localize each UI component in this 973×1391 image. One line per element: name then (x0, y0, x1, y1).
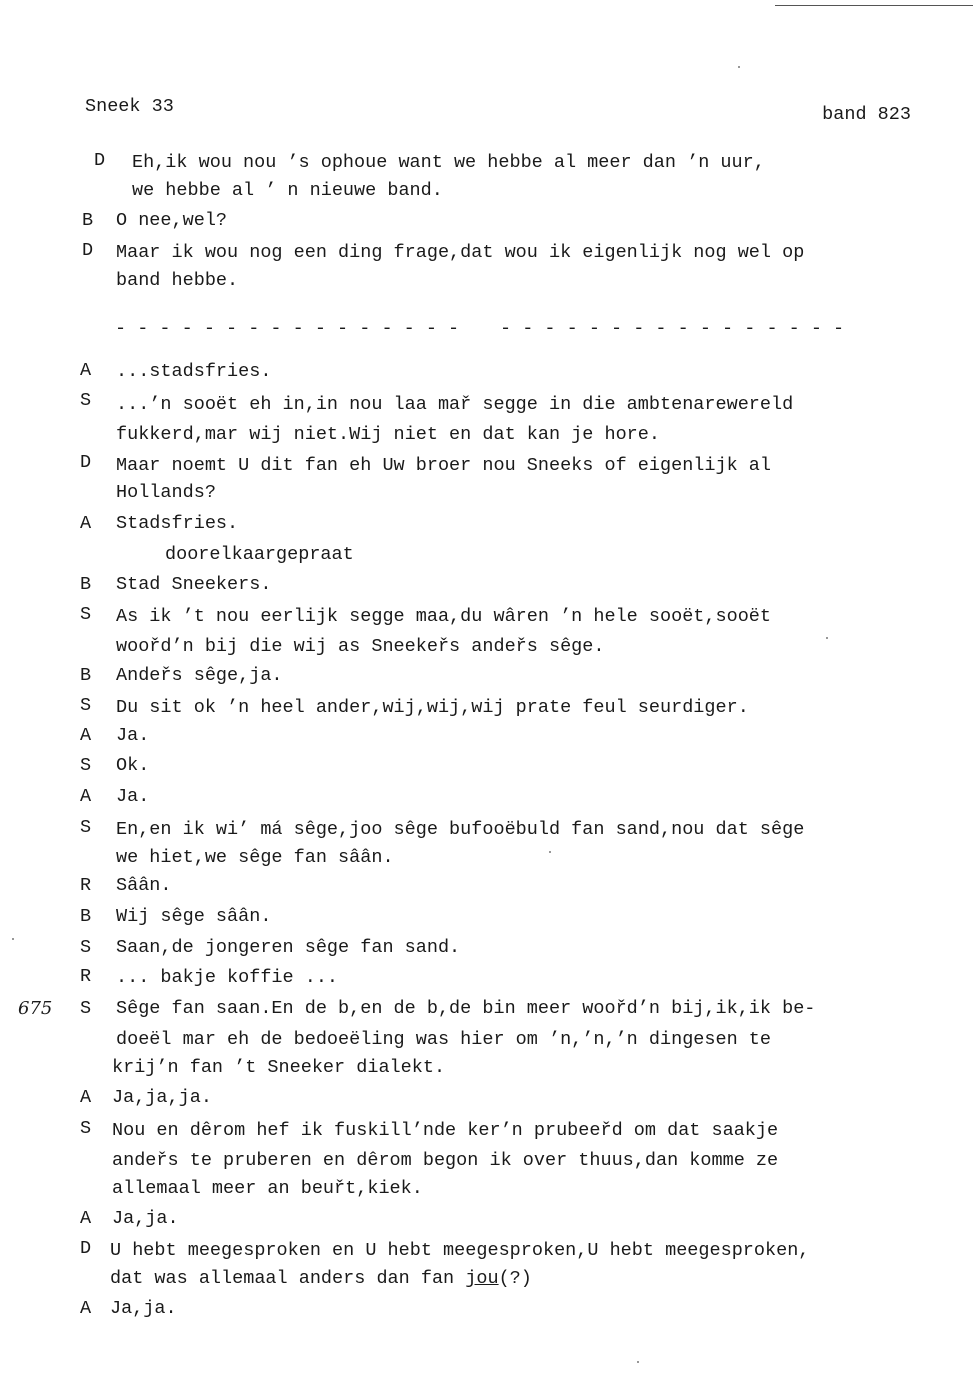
speaker-label: D (80, 452, 92, 473)
transcript-line: Maar noemt U dit fan eh Uw broer nou Sneeks of eigenlijk al (116, 455, 772, 476)
header-title: Sneek 33 (85, 96, 174, 117)
speaker-label: A (80, 725, 92, 746)
speaker-label: S (80, 1118, 92, 1139)
speaker-label: A (80, 786, 92, 807)
speaker-label: A (80, 513, 92, 534)
top-rule-line (775, 5, 973, 6)
speaker-label: R (80, 875, 92, 896)
speaker-label: D (82, 240, 94, 261)
transcript-line: U hebt meegesproken en U hebt meegesproken,U hebt meegesproken, (110, 1240, 810, 1261)
transcript-line: Maar ik wou nog een ding frage,dat wou ik eigenlijk nog wel op (116, 242, 805, 263)
transcript-line: Wij sêge sâân. (116, 906, 272, 927)
transcript-line: allemaal meer an beuřt,kiek. (112, 1178, 423, 1199)
transcript-line: we hebbe al ’ n nieuwe band. (132, 180, 443, 201)
speaker-label: S (80, 604, 92, 625)
margin-handwritten-note: 675 (18, 998, 53, 1019)
transcript-line: doeël mar eh de bedoeëling was hier om ’n,’n,’n dingesen te (116, 1029, 772, 1050)
speaker-label: A (80, 360, 92, 381)
transcript-line: ...stadsfries. (116, 361, 272, 382)
separator-dashes-right: - - - - - - - - - - - - - - - - (500, 318, 845, 339)
transcript-line: Ok. (116, 755, 150, 776)
header-band-number: band 823 (822, 104, 911, 125)
transcript-line: Stadsfries. (116, 513, 239, 534)
transcript-line: Saan,de jongeren sêge fan sand. (116, 937, 461, 958)
transcript-line: Andeřs sêge,ja. (116, 665, 283, 686)
transcript-line: Ja,ja. (110, 1298, 177, 1319)
transcript-line: andeřs te pruberen en dêrom begon ik over thuus,dan komme ze (112, 1150, 779, 1171)
speaker-label: S (80, 390, 92, 411)
transcript-line: ... bakje koffie ... (116, 967, 339, 988)
speaker-label: S (80, 755, 92, 776)
transcript-line: O nee,wel? (116, 210, 228, 231)
transcript-line: En,en ik wi’ má sêge,joo sêge bufooëbuld fan sand,nou dat sêge (116, 819, 805, 840)
transcript-line: we hiet,we sêge fan sâân. (116, 847, 394, 868)
transcript-line: Ja. (116, 786, 150, 807)
transcript-line: dat was allemaal anders dan fan jou(?) (110, 1268, 532, 1289)
transcript-line: Du sit ok ’n heel ander,wij,wij,wij prate feul seurdiger. (116, 697, 749, 718)
speaker-label: R (80, 966, 92, 987)
transcript-line: Sêge fan saan.En de b,en de b,de bin meer woořd’n bij,ik,ik be- (116, 998, 816, 1019)
transcript-line: As ik ’t nou eerlijk segge maa,du wâren ’n hele sooët,sooët (116, 606, 772, 627)
speaker-label: S (80, 998, 92, 1019)
transcript-annotation: doorelkaargepraat (165, 544, 354, 565)
transcript-line: Sâân. (116, 875, 172, 896)
transcript-line: ...’n sooët eh in,in nou laa mař segge in die ambtenarewereld (116, 394, 794, 415)
separator-dashes-left: - - - - - - - - - - - - - - - - (115, 318, 460, 339)
transcript-line: band hebbe. (116, 270, 239, 291)
transcript-line: Nou en dêrom hef ik fuskill’nde ker’n prubeeřd om dat saakje (112, 1120, 779, 1141)
speaker-label: B (80, 665, 92, 686)
transcript-line: krij’n fan ’t Sneeker dialekt. (112, 1057, 446, 1078)
scan-speck (549, 851, 551, 853)
speaker-label: B (80, 906, 92, 927)
transcript-line: Stad Sneekers. (116, 574, 272, 595)
scan-speck (738, 66, 740, 68)
scan-speck (637, 1361, 639, 1363)
speaker-label: D (94, 150, 106, 171)
speaker-label: S (80, 817, 92, 838)
speaker-label: A (80, 1087, 92, 1108)
speaker-label: S (80, 937, 92, 958)
scan-speck (826, 637, 828, 639)
speaker-label: A (80, 1208, 92, 1229)
transcript-line: Ja. (116, 725, 150, 746)
transcript-line: Ja,ja. (112, 1208, 179, 1229)
transcript-line: Eh,ik wou nou ’s ophoue want we hebbe al meer dan ’n uur, (132, 152, 765, 173)
transcript-line: Hollands? (116, 482, 216, 503)
speaker-label: D (80, 1238, 92, 1259)
transcript-line: Ja,ja,ja. (112, 1087, 212, 1108)
speaker-label: B (82, 210, 94, 231)
speaker-label: B (80, 574, 92, 595)
speaker-label: S (80, 695, 92, 716)
scan-speck (12, 938, 14, 940)
transcript-line: woořd’n bij die wij as Sneekeřs andeřs sêge. (116, 636, 605, 657)
speaker-label: A (80, 1298, 92, 1319)
transcript-line: fukkerd,mar wij niet.Wij niet en dat kan je hore. (116, 424, 660, 445)
